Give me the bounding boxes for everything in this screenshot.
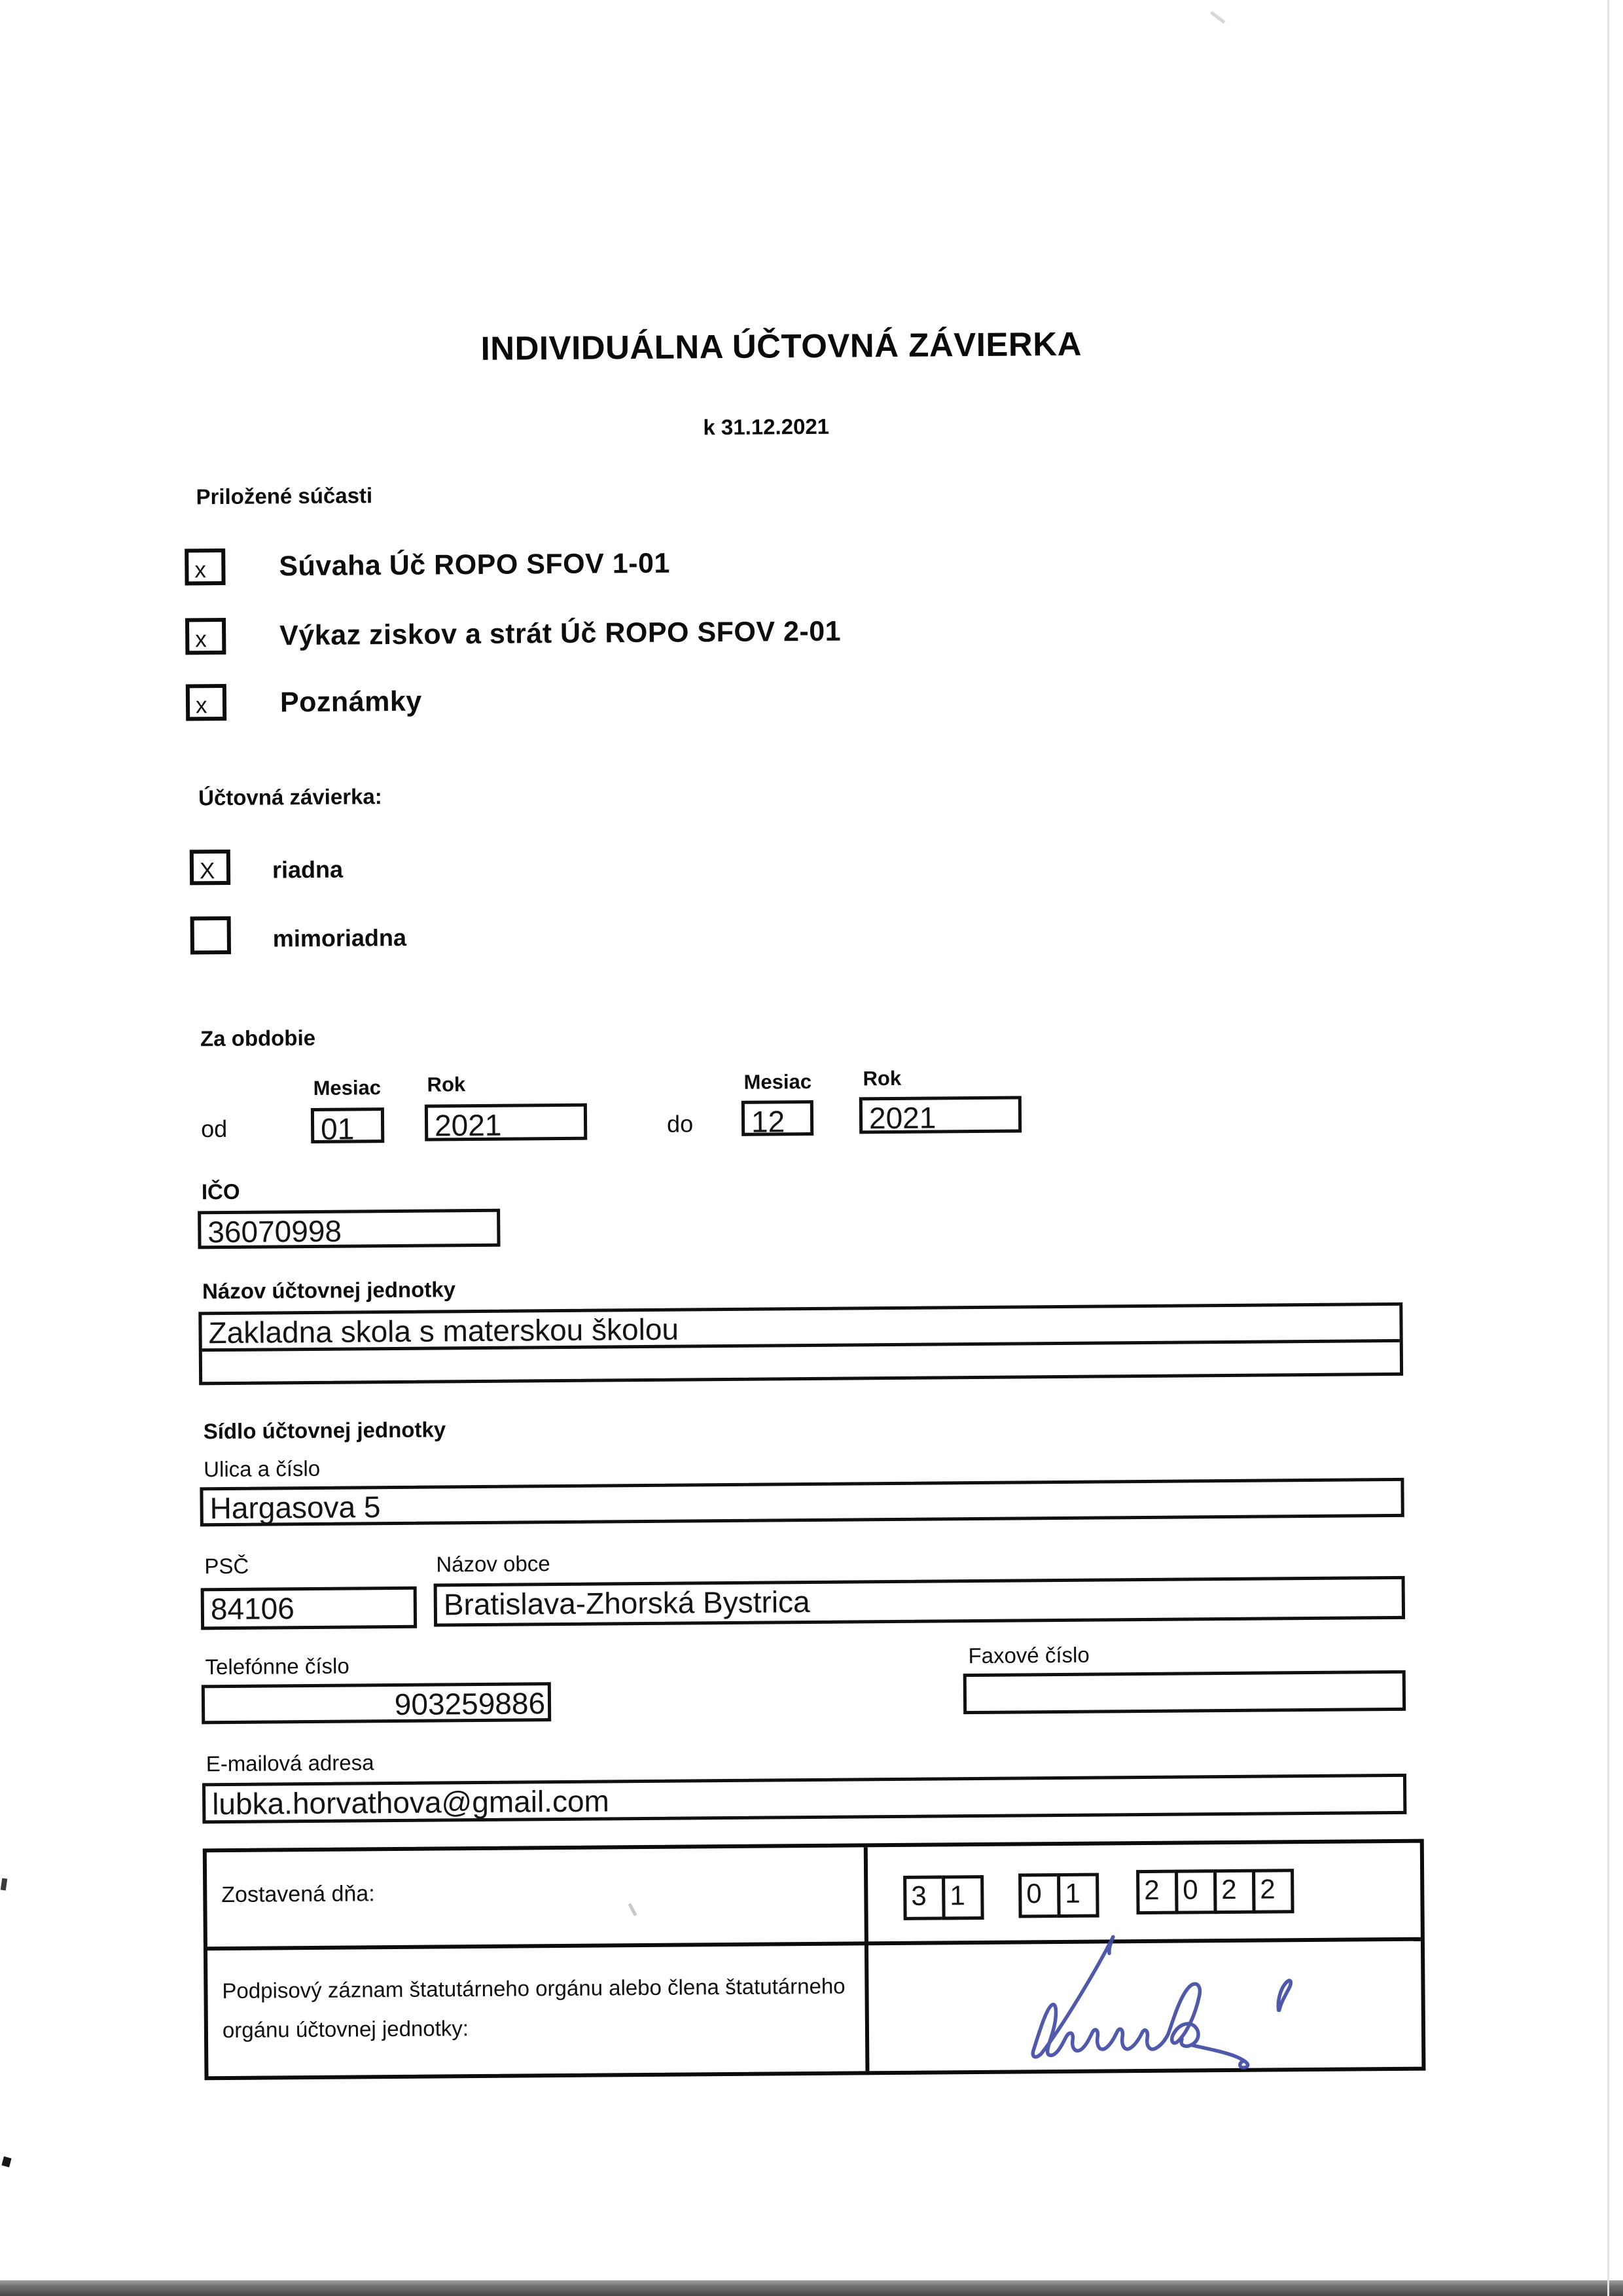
- to-month-field: [741, 1100, 813, 1139]
- to-year-field: [859, 1096, 1022, 1134]
- date-day-digit-1: 3: [903, 1875, 946, 1920]
- date-year-digit-2: 0: [1175, 1869, 1217, 1914]
- email-field: [202, 1774, 1406, 1823]
- street-value: Hargasova 5: [209, 1490, 381, 1526]
- page-subtitle: k 31.12.2021: [703, 414, 830, 440]
- date-year-digit-4: 2: [1252, 1869, 1294, 1914]
- date-month-digit-2: 1: [1057, 1873, 1099, 1918]
- email-label: E-mailová adresa: [205, 1750, 374, 1776]
- period-heading: Za obdobie: [200, 1025, 316, 1051]
- checkbox-mimoriadna-mark: [194, 920, 227, 926]
- checkbox-poznamky: [186, 684, 226, 721]
- seat-heading: Sídlo účtovnej jednotky: [203, 1417, 446, 1444]
- email-value: lubka.horvathova@gmail.com: [212, 1784, 610, 1821]
- checkbox-vykaz: [185, 618, 226, 655]
- scan-right-edge-line: [1607, 0, 1609, 2296]
- attachments-heading: Priložené súčasti: [196, 483, 373, 509]
- date-month-group: [1018, 1873, 1099, 1918]
- scan-smudge-2: [1210, 11, 1226, 24]
- to-month-label: Mesiac: [743, 1069, 812, 1094]
- phone-field: [202, 1682, 551, 1724]
- from-year-value: 2021: [434, 1107, 502, 1143]
- checkbox-riadna-mark: X: [199, 858, 215, 884]
- entity-name-value: Zakladna skola s materskou školou: [208, 1312, 679, 1350]
- date-year-group: [1136, 1869, 1294, 1914]
- street-label: Ulica a číslo: [204, 1456, 321, 1482]
- compiled-on-label: Zostavená dňa:: [221, 1881, 375, 1908]
- period-to-label: do: [666, 1110, 694, 1138]
- zip-field: [201, 1587, 417, 1630]
- checkbox-mimoriadna: [190, 916, 231, 954]
- city-field: [434, 1576, 1405, 1627]
- city-value: Bratislava-Zhorská Bystrica: [443, 1585, 810, 1622]
- checkbox-poznamky-mark: x: [195, 692, 207, 719]
- from-month-field: [311, 1107, 384, 1146]
- to-year-label: Rok: [863, 1066, 902, 1090]
- date-day-digit-2: 1: [942, 1875, 984, 1920]
- checkbox-suvaha: [185, 548, 225, 585]
- ico-field: [198, 1209, 500, 1249]
- ico-label: IČO: [201, 1179, 240, 1204]
- from-year-label: Rok: [427, 1073, 466, 1096]
- ico-value: 36070998: [207, 1213, 342, 1249]
- date-year-digit-3: 2: [1213, 1869, 1256, 1914]
- option-label-riadna: riadna: [272, 855, 344, 884]
- entity-name-field: [198, 1302, 1403, 1385]
- checkbox-vykaz-mark: x: [195, 626, 207, 653]
- attachment-label-poznamky: Poznámky: [279, 685, 422, 719]
- period-from-label: od: [200, 1115, 228, 1143]
- signature-ink: [1015, 1926, 1317, 2079]
- date-year-digit-1: 2: [1136, 1870, 1179, 1915]
- date-day-group: [903, 1875, 984, 1920]
- phone-label: Telefónne číslo: [205, 1653, 349, 1679]
- entity-name-label: Názov účtovnej jednotky: [202, 1277, 456, 1304]
- signature-record-label: Podpisový záznam štatutárneho orgánu alebo člena štatutárneho orgánu účtovnej jednotky:: [222, 1973, 846, 2043]
- checkbox-riadna: [190, 850, 230, 885]
- fax-label: Faxové číslo: [968, 1642, 1090, 1668]
- phone-value: 903259886: [394, 1686, 546, 1722]
- zip-label: PSČ: [204, 1553, 249, 1579]
- to-month-value: 12: [751, 1104, 785, 1139]
- from-year-field: [425, 1103, 587, 1141]
- attachment-label-vykaz: Výkaz ziskov a strát Úč ROPO SFOV 2-01: [279, 615, 842, 652]
- page-title: INDIVIDUÁLNA ÚČTOVNÁ ZÁVIERKA: [480, 325, 1082, 367]
- from-month-value: 01: [320, 1111, 355, 1146]
- closing-type-heading: Účtovná závierka:: [198, 784, 382, 810]
- city-label: Názov obce: [436, 1551, 550, 1577]
- to-year-value: 2021: [868, 1100, 936, 1136]
- scan-bottom-edge: [0, 2280, 1623, 2296]
- zip-value: 84106: [210, 1591, 294, 1626]
- from-month-label: Mesiac: [313, 1076, 382, 1100]
- street-field: [200, 1478, 1404, 1526]
- fax-field: [963, 1670, 1406, 1714]
- attachment-label-suvaha: Súvaha Úč ROPO SFOV 1-01: [279, 547, 671, 583]
- fax-value: [967, 1674, 1402, 1679]
- date-month-digit-1: 0: [1018, 1873, 1061, 1918]
- option-label-mimoriadna: mimoriadna: [272, 924, 407, 952]
- checkbox-suvaha-mark: x: [194, 557, 207, 583]
